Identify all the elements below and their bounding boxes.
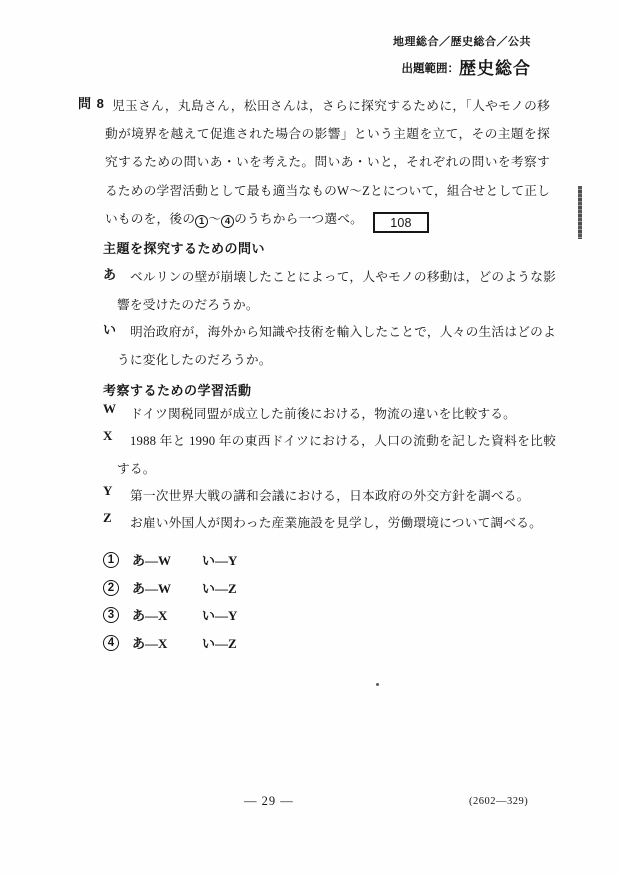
answer-options [78,546,237,656]
activity-item-y [78,482,556,510]
document-code: (2602—329) [469,796,529,807]
theme-item-i-label: い [103,322,117,337]
question-number: 問 8 [78,96,105,111]
activity-item-y-text: 第一次世界大戦の講和会議における，日本政府の外交方針を調べる。 [130,489,530,503]
margin-vertical-marker [578,186,582,239]
option-row-3 [78,601,237,629]
activity-item-w-label: W [103,401,116,416]
option-1-pair-i: い―Y [202,553,238,569]
activity-item-w [78,400,556,428]
question-text-post: のうちから一つ選べ。 [234,211,363,226]
option-3-marker [103,606,119,624]
activity-item-z [78,509,556,537]
option-1-pair-a: あ―W [132,553,172,569]
page-header [393,33,531,79]
option-2-marker [103,578,119,596]
option-4-marker [103,634,119,652]
theme-item-a [78,263,556,319]
circled-digit-option-3: 3 [103,607,119,623]
circled-digit-4: 4 [221,215,234,228]
theme-item-a-text: ベルリンの壁が崩壊したことによって，人やモノの移動は，どのような影響を受けたのだろうか。 [117,270,556,313]
page-number: — 29 — [244,794,294,808]
range-tilde: ～ [208,211,222,226]
circled-digit-option-2: 2 [103,580,119,596]
scan-speck [376,683,379,686]
exam-range [393,54,531,79]
option-row-4 [78,629,237,657]
range-value: 歴史総合 [459,59,531,78]
option-4-pair-a: あ―X [132,636,168,652]
activity-item-x [78,427,556,483]
question-text-pre: 児玉さん，丸島さん，松田さんは，さらに探究するために，「人やモノの移動が境界を越えて促進された場合の影響」という主題を立て，その主題を探究するための問いあ・いを考えた。問いあ・いと，それぞれの問いを考察するための学習活動として最も適当なものW～Zとについて，組合せとして正しいものを，後の [105,99,550,226]
option-row-2 [78,574,237,602]
option-2-pair-i: い―Z [202,580,237,596]
option-row-1 [78,546,237,574]
activities-heading: 考察するための学習活動 [103,383,252,398]
activity-item-z-label: Z [103,510,112,525]
question-text [78,92,550,233]
option-3-pair-i: い―Y [202,608,238,624]
theme-item-i-text: 明治政府が，海外から知識や技術を輸入したことで，人々の生活はどのように変化したのだろうか。 [117,325,556,368]
activity-item-x-text: 1988 年と 1990 年の東西ドイツにおける，人口の流動を記した資料を比較する。 [117,434,556,477]
circled-digit-option-1: 1 [103,552,119,568]
circled-digit-option-4: 4 [103,635,119,651]
theme-item-i [78,318,556,374]
question-block [78,92,550,233]
themes-heading: 主題を探究するための問い [103,241,266,256]
range-label: 出題範囲： [401,63,459,75]
answer-number-box: 108 [373,212,429,233]
option-4-pair-i: い―Z [202,636,237,652]
option-3-pair-a: あ―X [132,608,168,624]
subject-line: 地理総合／歴史総合／公共 [393,36,531,48]
option-1-marker [103,551,119,569]
activity-item-w-text: ドイツ関税同盟が成立した前後における，物流の違いを比較する。 [130,407,516,421]
activity-item-y-label: Y [103,483,113,498]
activity-item-x-label: X [103,428,113,443]
option-2-pair-a: あ―W [132,580,172,596]
circled-digit-1: 1 [195,215,208,228]
activity-item-z-text: お雇い外国人が関わった産業施設を見学し，労働環境について調べる。 [130,516,543,530]
theme-item-a-label: あ [103,267,117,282]
